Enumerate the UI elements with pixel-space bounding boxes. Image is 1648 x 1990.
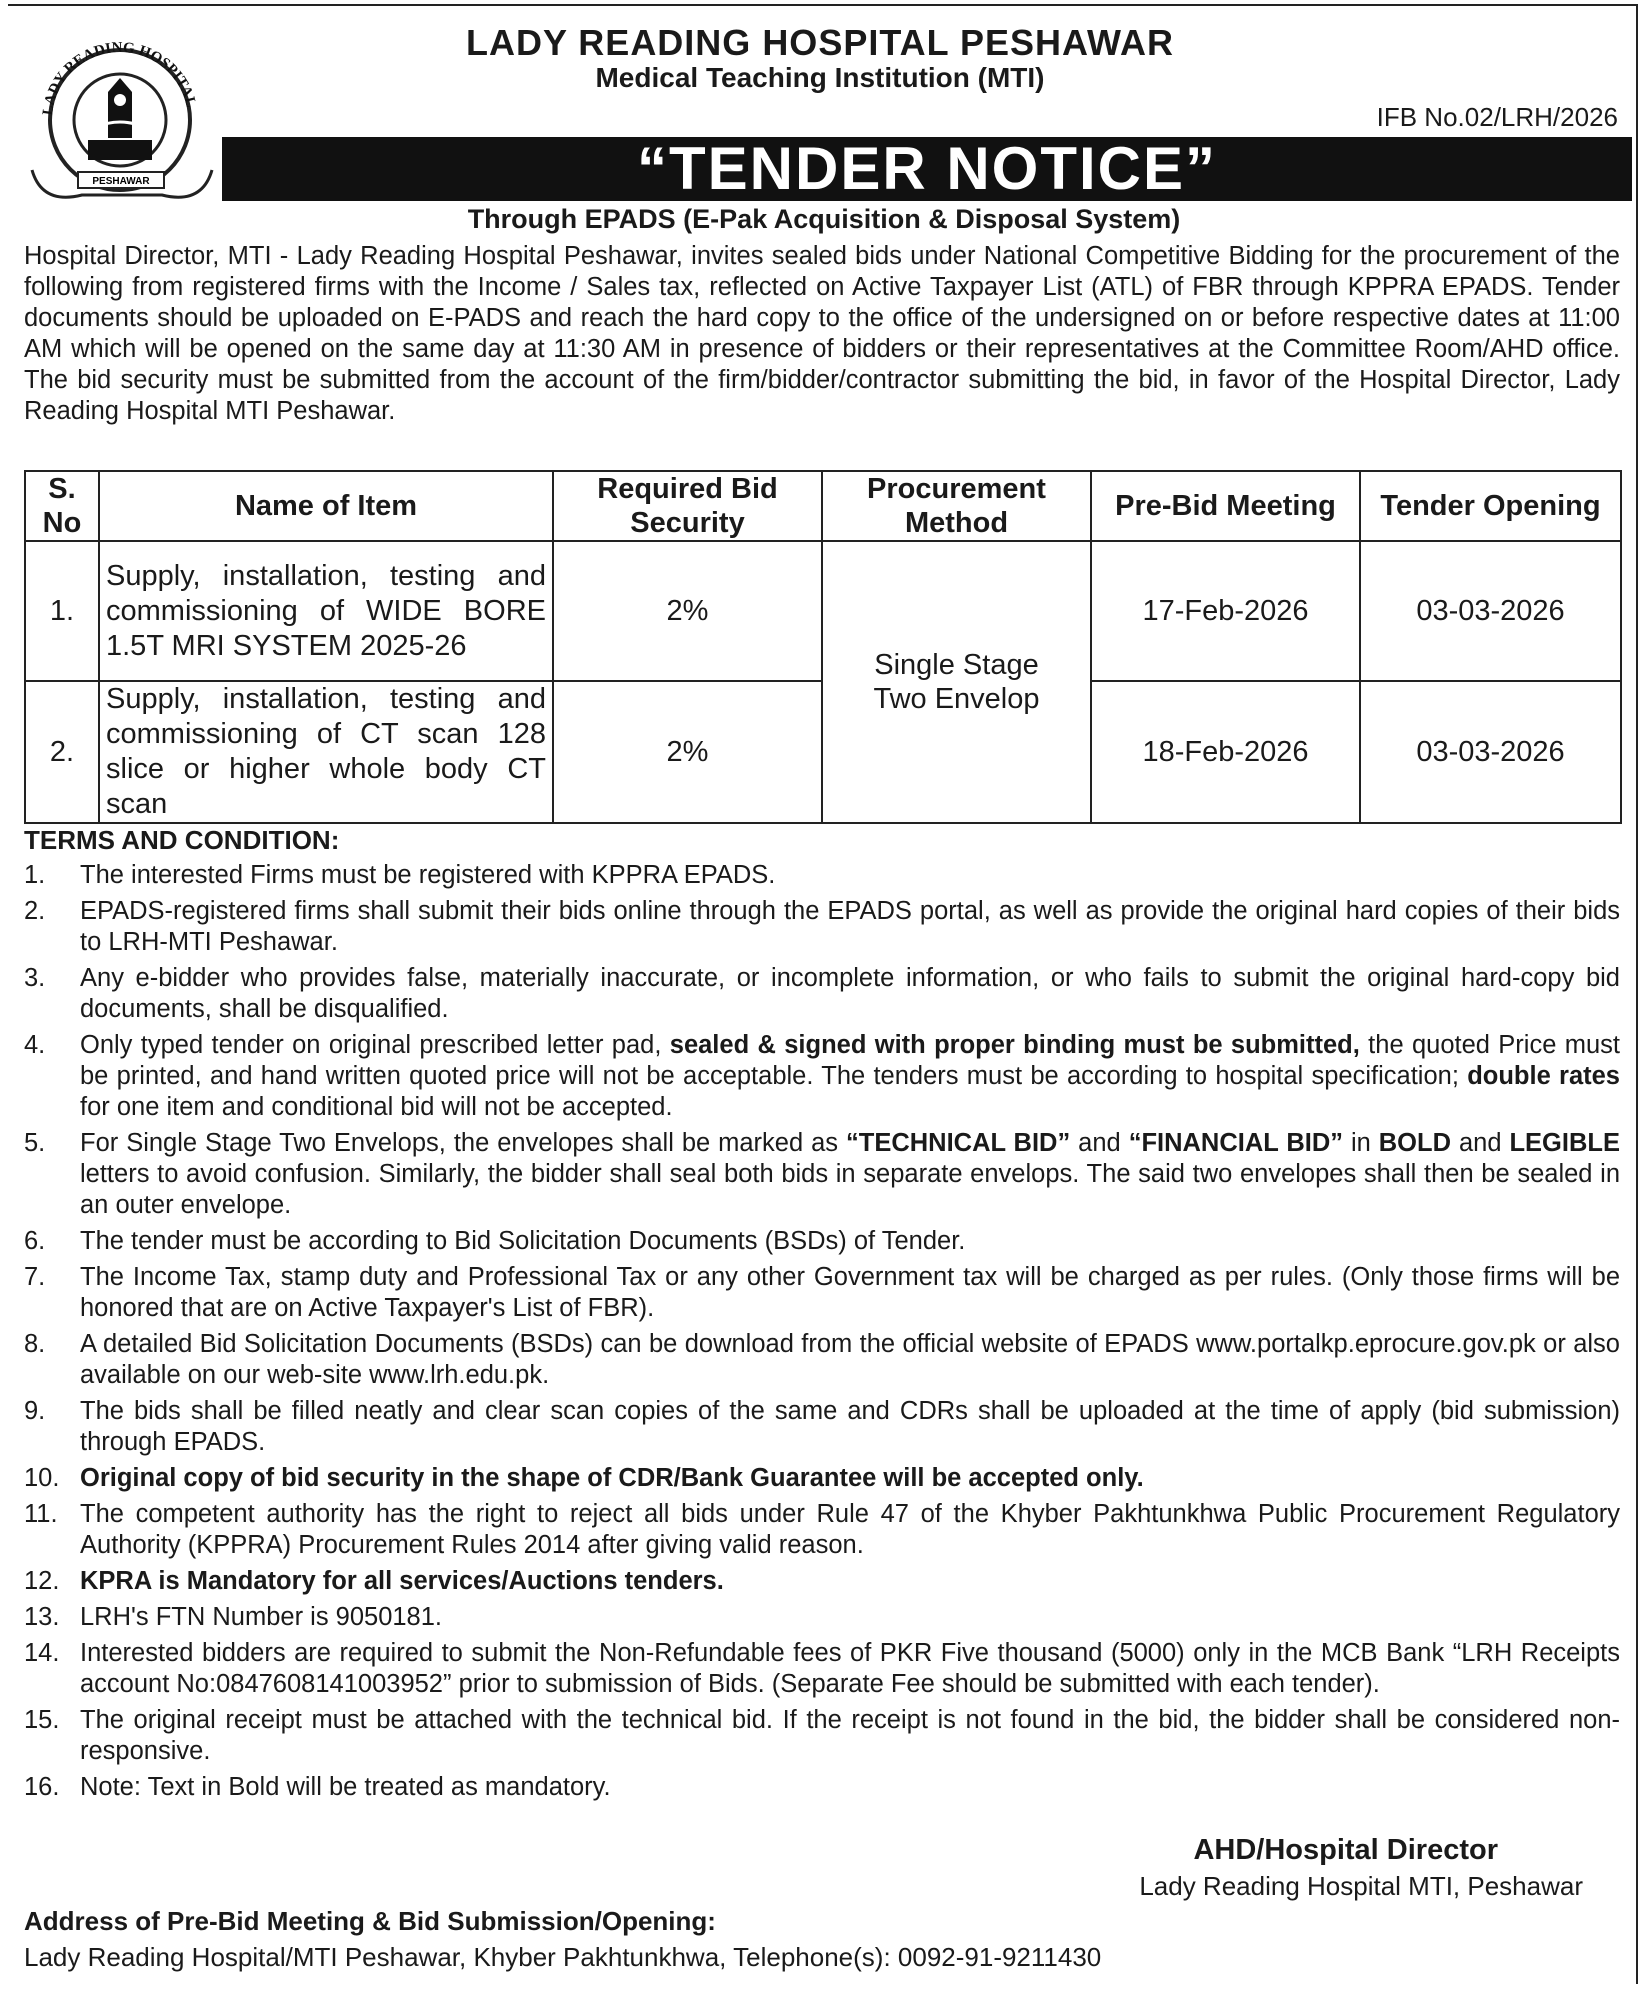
term-number: 4.: [24, 1031, 46, 1059]
term-text: Original copy of bid security in the shape of CDR/Bank Guarantee will be accepted only.: [80, 1464, 1144, 1492]
row-sno: 1.: [25, 541, 99, 681]
term-item: [24, 860, 1620, 891]
terms-list: [24, 860, 1620, 1808]
terms-title: TERMS AND CONDITION:: [24, 825, 340, 855]
term-text-bold: sealed & signed with proper binding must be submitted,: [669, 1031, 1360, 1059]
term-text: in: [1343, 1129, 1379, 1157]
term-number: 9.: [24, 1397, 46, 1425]
logo-text-top: LADY READING HOSPITAL: [40, 39, 199, 117]
term-text: The competent authority has the right to reject all bids under Rule 47 of the Khyber Pakhtunkhwa Public Procurement Regulatory Authority (KPPRA) Procurement Rules 2014 after giving valid reason.: [80, 1500, 1620, 1559]
row-sno: 2.: [25, 681, 99, 823]
row-opening: 03-03-2026: [1360, 541, 1621, 681]
row-opening: 03-03-2026: [1360, 681, 1621, 823]
col-header-item: Name of Item: [99, 471, 553, 541]
term-item: [24, 1329, 1620, 1391]
term-number: 5.: [24, 1129, 46, 1157]
term-number: 13.: [24, 1603, 60, 1631]
signatory-subtitle: Lady Reading Hospital MTI, Peshawar: [1139, 1871, 1583, 1901]
procurement-method: [822, 541, 1091, 823]
term-number: 10.: [24, 1464, 60, 1492]
term-text: and: [1070, 1129, 1129, 1157]
signatory-title: AHD/Hospital Director: [1193, 1834, 1498, 1866]
term-text: Interested bidders are required to submit the Non-Refundable fees of PKR Five thousand (5000) only in the MCB Bank “LRH Receipts account No:0847608141003952” prior to submission of Bids. (Separate Fee should be submitted with each tender).: [80, 1639, 1620, 1698]
term-text: LRH's FTN Number is 9050181.: [80, 1603, 443, 1631]
term-item: [24, 963, 1620, 1025]
term-text: EPADS-registered firms shall submit their bids online through the EPADS portal, as well as provide the original hard copies of their bids to LRH-MTI Peshawar.: [80, 897, 1620, 956]
term-item: [24, 1396, 1620, 1458]
row-security: 2%: [553, 541, 822, 681]
term-text-bold: LEGIBLE: [1509, 1129, 1620, 1157]
term-item: [24, 1128, 1620, 1221]
term-text-bold: “FINANCIAL BID”: [1128, 1129, 1343, 1157]
term-item: [24, 1705, 1620, 1767]
row-prebid: 17-Feb-2026: [1091, 541, 1360, 681]
institution-name: Medical Teaching Institution (MTI): [595, 62, 1045, 93]
term-number: 7.: [24, 1263, 46, 1291]
term-text: the quoted Price must be printed, and hand written quoted price will not be acceptable. The tenders must be according to hospital specification;: [80, 1031, 1620, 1090]
hospital-name: LADY READING HOSPITAL PESHAWAR: [465, 22, 1175, 63]
col-header-sno: S. No: [25, 471, 99, 541]
term-number: 16.: [24, 1773, 60, 1801]
term-text: for one item and conditional bid will not be accepted.: [80, 1093, 673, 1121]
term-number: 8.: [24, 1330, 46, 1358]
term-text: Note: Text in Bold will be treated as mandatory.: [80, 1773, 611, 1801]
term-text: Any e-bidder who provides false, materially inaccurate, or incomplete information, or who fails to submit the original hard-copy bid documents, shall be disqualified.: [80, 964, 1620, 1023]
procurement-method-text: Single Stage Two Envelop: [873, 649, 1040, 715]
term-text: The Income Tax, stamp duty and Professional Tax or any other Government tax will be charged as per rules. (Only those firms will be honored that are on Active Taxpayer's List of FBR).: [80, 1263, 1620, 1322]
term-number: 3.: [24, 964, 46, 992]
term-text: The original receipt must be attached with the technical bid. If the receipt is not found in the bid, the bidder shall be considered non-responsive.: [80, 1706, 1620, 1765]
col-header-opening: Tender Opening: [1360, 471, 1621, 541]
table-row: [25, 541, 1621, 681]
address-text: Lady Reading Hospital/MTI Peshawar, Khyber Pakhtunkhwa, Telephone(s): 0092-91-9211430: [24, 1942, 1102, 1972]
row-item: Supply, installation, testing and commissioning of CT scan 128 slice or higher whole body CT scan: [99, 681, 553, 823]
term-text-bold: BOLD: [1378, 1129, 1451, 1157]
row-security: 2%: [553, 681, 822, 823]
term-item: [24, 1638, 1620, 1700]
term-text: Only typed tender on original prescribed letter pad,: [80, 1031, 670, 1059]
term-text: and: [1451, 1129, 1510, 1157]
term-item: [24, 1030, 1620, 1123]
col-header-prebid: Pre-Bid Meeting: [1091, 471, 1360, 541]
term-text: letters to avoid confusion. Similarly, the bidder shall seal both bids in separate envelops. The said two envelopes shall then be sealed in an outer envelope.: [80, 1160, 1620, 1219]
term-text: The tender must be according to Bid Solicitation Documents (BSDs) of Tender.: [80, 1227, 966, 1255]
term-item: [24, 1499, 1620, 1561]
term-text: A detailed Bid Solicitation Documents (BSDs) can be download from the official website of EPADS www.portalkp.eprocure.gov.pk or also available on our web-site www.lrh.edu.pk.: [80, 1330, 1620, 1389]
term-number: 14.: [24, 1639, 60, 1667]
term-number: 15.: [24, 1706, 60, 1734]
term-item: [24, 896, 1620, 958]
row-prebid: 18-Feb-2026: [1091, 681, 1360, 823]
term-text-bold: “TECHNICAL BID”: [846, 1129, 1071, 1157]
table-header-row: [25, 471, 1621, 541]
term-text: The bids shall be filled neatly and clear scan copies of the same and CDRs shall be uploaded at the time of apply (bid submission) through EPADS.: [80, 1397, 1620, 1456]
col-header-method: Procurement Method: [822, 471, 1091, 541]
term-number: 6.: [24, 1227, 46, 1255]
term-text: For Single Stage Two Envelops, the envelopes shall be marked as: [80, 1129, 846, 1157]
term-number: 11.: [24, 1500, 58, 1528]
hospital-logo: [22, 20, 222, 210]
term-text: The interested Firms must be registered with KPPRA EPADS.: [80, 861, 776, 889]
term-item: [24, 1602, 1620, 1633]
term-item: [24, 1772, 1620, 1803]
notice-subtitle: Through EPADS (E-Pak Acquisition & Disposal System): [467, 204, 1181, 234]
term-item: [24, 1463, 1620, 1494]
term-number: 12.: [24, 1567, 60, 1595]
ifb-number: IFB No.02/LRH/2026: [1376, 102, 1618, 132]
term-text: KPRA is Mandatory for all services/Auctions tenders.: [80, 1567, 724, 1595]
term-item: [24, 1566, 1620, 1597]
term-number: 2.: [24, 897, 46, 925]
term-number: 1.: [24, 861, 46, 889]
term-text-bold: double rates: [1467, 1062, 1620, 1090]
term-item: [24, 1226, 1620, 1257]
row-item: Supply, installation, testing and commissioning of WIDE BORE 1.5T MRI SYSTEM 2025-26: [99, 541, 553, 681]
col-header-security: Required Bid Security: [553, 471, 822, 541]
address-title: Address of Pre-Bid Meeting & Bid Submission/Opening:: [24, 1906, 716, 1936]
tender-table: [24, 470, 1622, 824]
logo-text-bottom: PESHAWAR: [92, 176, 150, 187]
term-item: [24, 1262, 1620, 1324]
notice-title: “TENDER NOTICE”: [222, 137, 1632, 201]
intro-paragraph: Hospital Director, MTI - Lady Reading Hospital Peshawar, invites sealed bids under National Competitive Bidding for the procurement of the following from registered firms with the Income / Sales tax, reflected on Active Taxpayer List (ATL) of FBR through KPPRA EPADS. Tender documents should be uploaded on E-PADS and reach the hard copy to the office of the undersigned on or before respective dates at 11:00 AM which will be opened on the same day at 11:30 AM in presence of bidders or their representatives at the Committee Room/AHD office. The bid security must be submitted from the account of the firm/bidder/contractor submitting the bid, in favor of the Hospital Director, Lady Reading Hospital MTI Peshawar.: [24, 242, 1620, 425]
